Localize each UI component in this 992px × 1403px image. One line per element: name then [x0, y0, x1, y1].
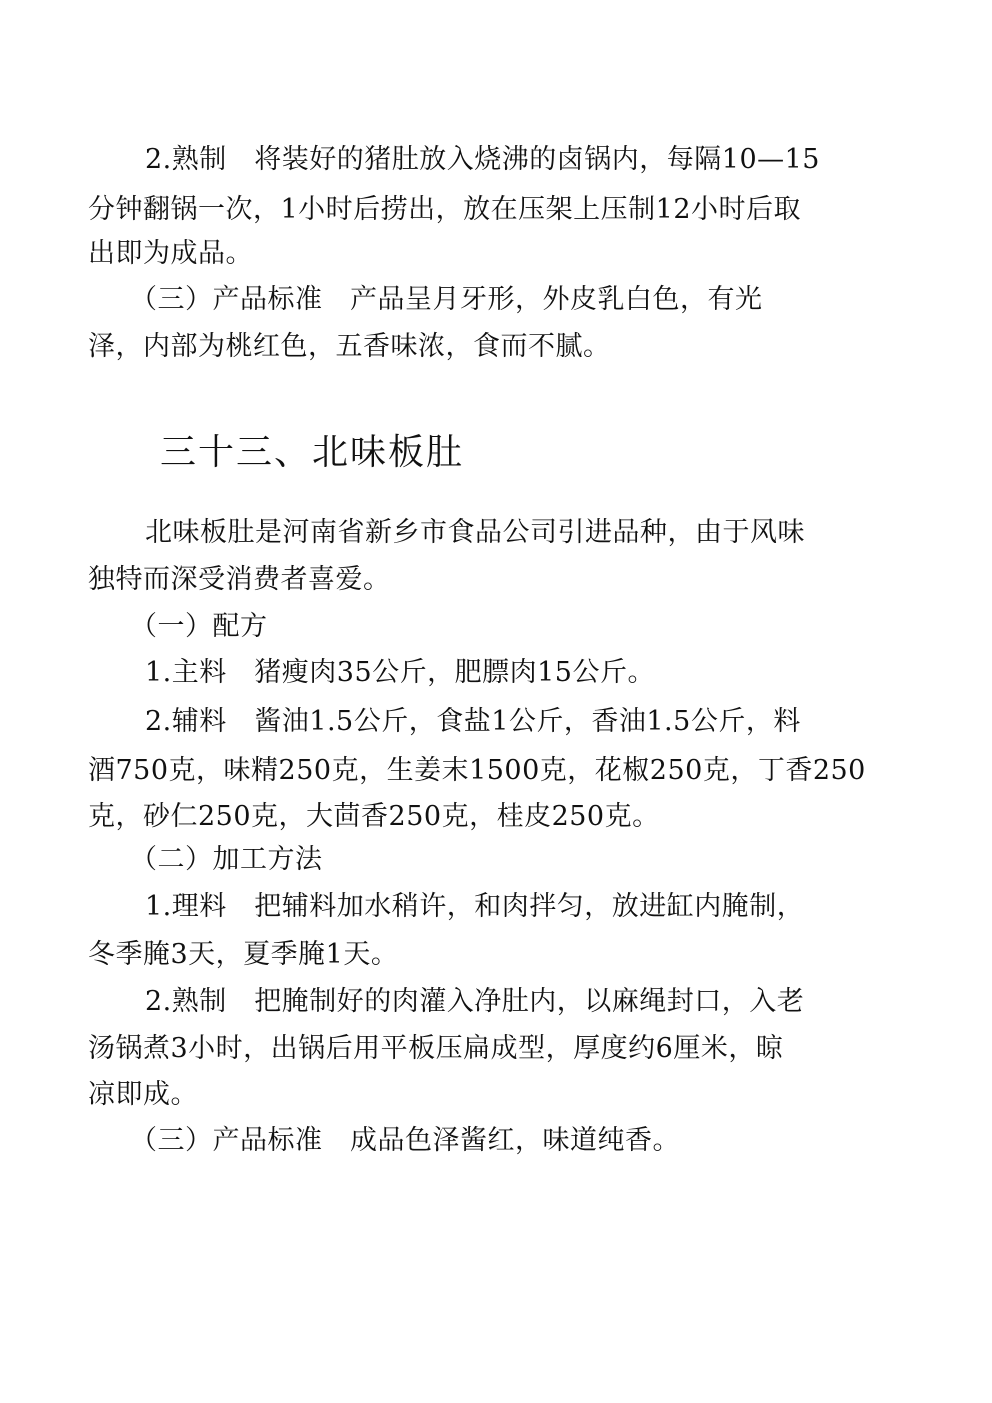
- paragraph-line: 2.辅料 酱油1.5公斤，食盐1公斤，香油1.5公斤，料: [145, 706, 801, 737]
- section-heading: 三十三、北味板肚: [160, 432, 465, 473]
- paragraph-line: 冬季腌3天，夏季腌1天。: [88, 939, 399, 970]
- paragraph-line: 分钟翻锅一次，1小时后捞出，放在压架上压制12小时后取: [88, 194, 802, 225]
- paragraph-line: 凉即成。: [88, 1079, 198, 1110]
- paragraph-line: 独特而深受消费者喜爱。: [88, 564, 391, 595]
- section-line: （二）加工方法: [130, 844, 323, 875]
- paragraph-line: 1.理料 把辅料加水稍许，和肉拌匀，放进缸内腌制，: [145, 891, 805, 922]
- paragraph-line: 酒750克，味精250克，生姜末1500克，花椒250克，丁香250: [88, 755, 866, 786]
- paragraph-line: 1.主料 猪瘦肉35公斤，肥膘肉15公斤。: [145, 657, 655, 688]
- paragraph-line: 克，砂仁250克，大茴香250克，桂皮250克。: [88, 801, 660, 832]
- paragraph-line: 出即为成品。: [88, 238, 253, 269]
- paragraph-line: 北味板肚是河南省新乡市食品公司引进品种，由于风味: [145, 517, 805, 548]
- section-line: （三）产品标准 产品呈月牙形，外皮乳白色，有光: [130, 284, 763, 315]
- paragraph-line: 2.熟制 把腌制好的肉灌入净肚内，以麻绳封口，入老: [145, 986, 805, 1017]
- paragraph-line: 2.熟制 将装好的猪肚放入烧沸的卤锅内，每隔10—15: [145, 144, 820, 175]
- paragraph-line: 汤锅煮3小时，出锅后用平板压扁成型，厚度约6厘米，晾: [88, 1033, 784, 1064]
- paragraph-line: 泽，内部为桃红色，五香味浓，食而不腻。: [88, 331, 611, 362]
- section-line: （三）产品标准 成品色泽酱红，味道纯香。: [130, 1125, 680, 1156]
- section-line: （一）配方: [130, 611, 268, 642]
